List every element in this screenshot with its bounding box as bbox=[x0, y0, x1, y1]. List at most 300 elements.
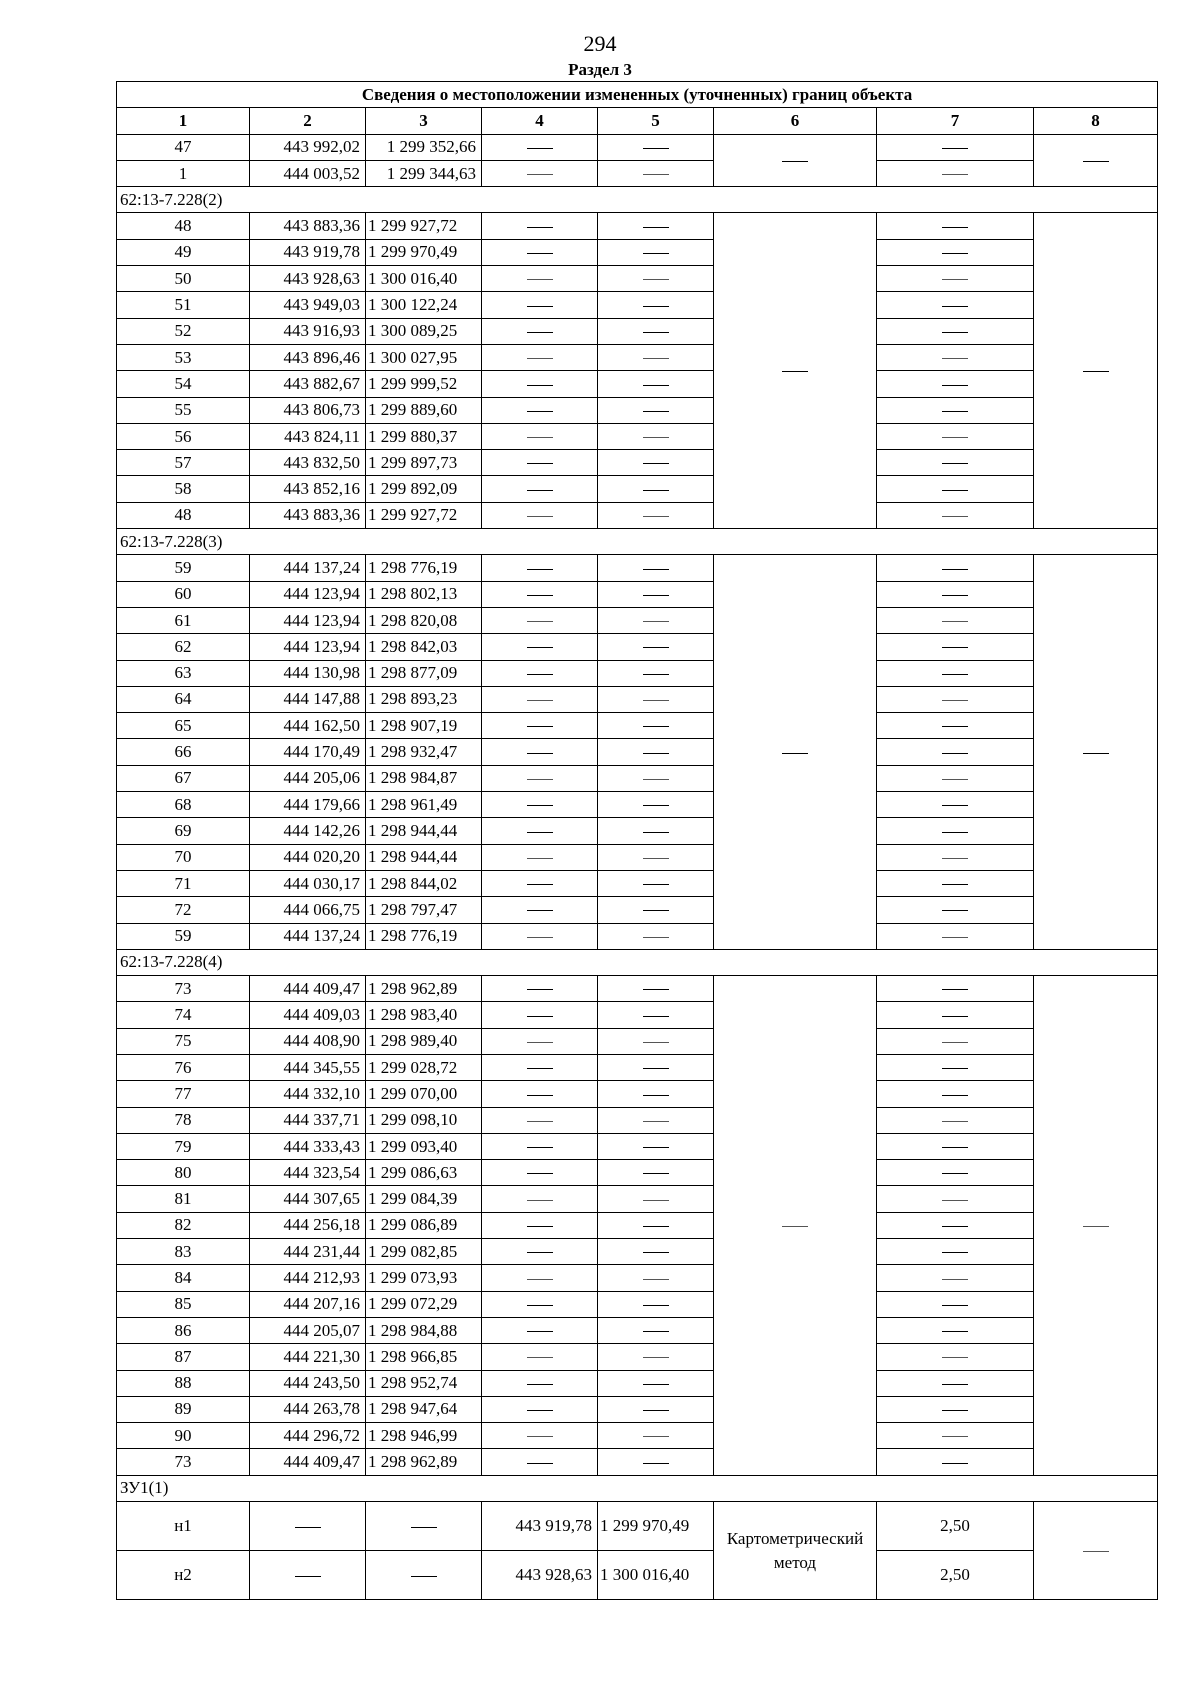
coord-x: 444 337,71 bbox=[250, 1107, 366, 1133]
dash-mark bbox=[527, 227, 553, 228]
coord-y: 1 299 999,52 bbox=[366, 371, 482, 397]
coord-y: 1 298 966,85 bbox=[366, 1344, 482, 1370]
dash-mark bbox=[942, 1436, 968, 1437]
table-row bbox=[117, 1002, 1158, 1028]
dash-mark bbox=[527, 1436, 553, 1437]
coord-x: 444 263,78 bbox=[250, 1396, 366, 1422]
dash-mark bbox=[527, 1331, 553, 1332]
dash-mark bbox=[527, 306, 553, 307]
point-number: 58 bbox=[117, 476, 250, 502]
dash-mark bbox=[643, 910, 669, 911]
dash-mark bbox=[1083, 1226, 1109, 1227]
point-number: 60 bbox=[117, 581, 250, 607]
coord-x: 443 992,02 bbox=[250, 134, 366, 160]
coord-x: 444 408,90 bbox=[250, 1028, 366, 1054]
dash-mark bbox=[942, 1279, 968, 1280]
coord-x: 444 003,52 bbox=[250, 160, 366, 186]
coord-x: 444 207,16 bbox=[250, 1291, 366, 1317]
point-number: 83 bbox=[117, 1239, 250, 1265]
dash-mark bbox=[527, 1147, 553, 1148]
coord-x: 444 296,72 bbox=[250, 1423, 366, 1449]
point-number: 68 bbox=[117, 792, 250, 818]
coord-x: 444 323,54 bbox=[250, 1160, 366, 1186]
table-row bbox=[117, 607, 1158, 633]
coord-y: 1 299 073,93 bbox=[366, 1265, 482, 1291]
table-row bbox=[117, 1160, 1158, 1186]
dash-mark bbox=[295, 1576, 321, 1577]
dash-mark bbox=[527, 700, 553, 701]
accuracy-value: 2,50 bbox=[877, 1551, 1034, 1600]
dash-mark bbox=[782, 753, 808, 754]
dash-mark bbox=[942, 832, 968, 833]
dash-mark bbox=[942, 910, 968, 911]
coord-x: 444 123,94 bbox=[250, 634, 366, 660]
dash-mark bbox=[643, 1042, 669, 1043]
point-number: 54 bbox=[117, 371, 250, 397]
point-number: 73 bbox=[117, 1449, 250, 1475]
point-number: 1 bbox=[117, 160, 250, 186]
point-number: 69 bbox=[117, 818, 250, 844]
point-number: 72 bbox=[117, 897, 250, 923]
dash-mark bbox=[527, 858, 553, 859]
dash-mark bbox=[643, 358, 669, 359]
point-number: 86 bbox=[117, 1317, 250, 1343]
coord-x: 443 916,93 bbox=[250, 318, 366, 344]
point-number: н2 bbox=[117, 1551, 250, 1600]
dash-mark bbox=[942, 174, 968, 175]
coord-y: 1 298 944,44 bbox=[366, 844, 482, 870]
dash-mark bbox=[527, 674, 553, 675]
point-number: 80 bbox=[117, 1160, 250, 1186]
dash-mark bbox=[527, 1173, 553, 1174]
table-row bbox=[117, 1054, 1158, 1080]
coord-y: 1 299 086,89 bbox=[366, 1212, 482, 1238]
dash-mark bbox=[643, 989, 669, 990]
coord-y: 1 298 962,89 bbox=[366, 976, 482, 1002]
point-number: 65 bbox=[117, 713, 250, 739]
dash-mark bbox=[527, 937, 553, 938]
point-number: 48 bbox=[117, 213, 250, 239]
coord-y: 1 298 907,19 bbox=[366, 713, 482, 739]
dash-mark bbox=[942, 884, 968, 885]
coord-y: 1 299 082,85 bbox=[366, 1239, 482, 1265]
dash-mark bbox=[643, 306, 669, 307]
group-title: 62:13-7.228(4) bbox=[117, 949, 1158, 975]
coord-x: 443 824,11 bbox=[250, 423, 366, 449]
dash-mark bbox=[942, 753, 968, 754]
dash-mark bbox=[643, 1121, 669, 1122]
dash-mark bbox=[527, 726, 553, 727]
coord-y: 1 298 932,47 bbox=[366, 739, 482, 765]
section-title: Раздел 3 bbox=[568, 60, 632, 79]
coord-y: 1 299 897,73 bbox=[366, 450, 482, 476]
coord-y: 1 299 352,66 bbox=[366, 134, 482, 160]
point-number: 88 bbox=[117, 1370, 250, 1396]
dash-mark bbox=[942, 1331, 968, 1332]
dash-mark bbox=[643, 884, 669, 885]
point-number: 56 bbox=[117, 423, 250, 449]
dash-mark bbox=[527, 1200, 553, 1201]
dash-mark bbox=[527, 910, 553, 911]
method-label: Картометрический метод bbox=[714, 1502, 877, 1600]
dash-mark bbox=[942, 674, 968, 675]
dash-mark bbox=[527, 490, 553, 491]
table-row bbox=[117, 844, 1158, 870]
dash-mark bbox=[527, 1016, 553, 1017]
coord-y: 1 298 893,23 bbox=[366, 686, 482, 712]
coord-y: 1 298 776,19 bbox=[366, 555, 482, 581]
dash-mark bbox=[942, 1042, 968, 1043]
dash-mark bbox=[527, 1226, 553, 1227]
dash-mark bbox=[643, 148, 669, 149]
point-number: 52 bbox=[117, 318, 250, 344]
dash-mark bbox=[942, 516, 968, 517]
coord-x: 444 409,47 bbox=[250, 1449, 366, 1475]
dash-mark bbox=[643, 674, 669, 675]
column-header: 8 bbox=[1034, 108, 1158, 134]
coord-x: 444 179,66 bbox=[250, 792, 366, 818]
dash-mark bbox=[942, 1305, 968, 1306]
point-number: 47 bbox=[117, 134, 250, 160]
coord-x: 444 142,26 bbox=[250, 818, 366, 844]
dash-mark bbox=[643, 174, 669, 175]
dash-mark bbox=[942, 805, 968, 806]
dash-mark bbox=[643, 411, 669, 412]
table-row bbox=[117, 1291, 1158, 1317]
table-row bbox=[117, 1239, 1158, 1265]
column-header: 1 bbox=[117, 108, 250, 134]
column-header: 2 bbox=[250, 108, 366, 134]
coord-y: 1 298 842,03 bbox=[366, 634, 482, 660]
coord-y: 1 300 016,40 bbox=[598, 1551, 714, 1600]
dash-mark bbox=[527, 779, 553, 780]
dash-mark bbox=[643, 1357, 669, 1358]
dash-mark bbox=[527, 1357, 553, 1358]
dash-mark bbox=[527, 1463, 553, 1464]
coord-x: 444 147,88 bbox=[250, 686, 366, 712]
dash-mark bbox=[1083, 161, 1109, 162]
dash-mark bbox=[295, 1527, 321, 1528]
point-number: 84 bbox=[117, 1265, 250, 1291]
table-row bbox=[117, 160, 1158, 186]
table-row bbox=[117, 1133, 1158, 1159]
dash-mark bbox=[643, 227, 669, 228]
dash-mark bbox=[527, 884, 553, 885]
group-title: 62:13-7.228(3) bbox=[117, 529, 1158, 555]
coord-x: 444 333,43 bbox=[250, 1133, 366, 1159]
dash-mark bbox=[643, 858, 669, 859]
accuracy-value: 2,50 bbox=[877, 1502, 1034, 1551]
coord-x: 444 030,17 bbox=[250, 870, 366, 896]
dash-mark bbox=[942, 700, 968, 701]
dash-mark bbox=[643, 1384, 669, 1385]
dash-mark bbox=[643, 516, 669, 517]
coord-x: 444 345,55 bbox=[250, 1054, 366, 1080]
table-row bbox=[117, 318, 1158, 344]
dash-mark bbox=[643, 490, 669, 491]
table-row bbox=[117, 660, 1158, 686]
point-number: 49 bbox=[117, 239, 250, 265]
dash-mark bbox=[527, 805, 553, 806]
dash-mark bbox=[782, 371, 808, 372]
dash-mark bbox=[643, 1436, 669, 1437]
point-number: 77 bbox=[117, 1081, 250, 1107]
point-number: 57 bbox=[117, 450, 250, 476]
point-number: 51 bbox=[117, 292, 250, 318]
table-row bbox=[117, 1212, 1158, 1238]
dash-mark bbox=[942, 463, 968, 464]
point-number: 50 bbox=[117, 266, 250, 292]
dash-mark bbox=[643, 463, 669, 464]
point-number: 73 bbox=[117, 976, 250, 1002]
column-header: 4 bbox=[482, 108, 598, 134]
table-row bbox=[117, 713, 1158, 739]
coord-x: 443 806,73 bbox=[250, 397, 366, 423]
coord-y: 1 299 927,72 bbox=[366, 502, 482, 528]
dash-mark bbox=[527, 569, 553, 570]
coord-y: 1 298 989,40 bbox=[366, 1028, 482, 1054]
coord-x: 444 137,24 bbox=[250, 555, 366, 581]
coord-y: 1 298 776,19 bbox=[366, 923, 482, 949]
dash-mark bbox=[643, 1173, 669, 1174]
point-number: 63 bbox=[117, 660, 250, 686]
dash-mark bbox=[527, 1068, 553, 1069]
coordinates-table bbox=[116, 81, 1158, 1600]
point-number: 55 bbox=[117, 397, 250, 423]
point-number: 71 bbox=[117, 870, 250, 896]
coord-x: 443 896,46 bbox=[250, 344, 366, 370]
point-number: 61 bbox=[117, 607, 250, 633]
dash-mark bbox=[643, 832, 669, 833]
dash-mark bbox=[527, 463, 553, 464]
coord-y: 1 299 072,29 bbox=[366, 1291, 482, 1317]
dash-mark bbox=[643, 1305, 669, 1306]
dash-mark bbox=[942, 279, 968, 280]
dash-mark bbox=[942, 1463, 968, 1464]
dash-mark bbox=[942, 937, 968, 938]
point-number: 76 bbox=[117, 1054, 250, 1080]
dash-mark bbox=[643, 1095, 669, 1096]
coord-x: 444 205,07 bbox=[250, 1317, 366, 1343]
table-row bbox=[117, 476, 1158, 502]
coord-x: 444 332,10 bbox=[250, 1081, 366, 1107]
table-row bbox=[117, 292, 1158, 318]
dash-mark bbox=[782, 1226, 808, 1227]
coord-y: 1 298 984,87 bbox=[366, 765, 482, 791]
table-row bbox=[117, 923, 1158, 949]
table-row bbox=[117, 213, 1158, 239]
coord-y: 1 300 027,95 bbox=[366, 344, 482, 370]
table-row bbox=[117, 371, 1158, 397]
coord-x: 443 919,78 bbox=[482, 1502, 598, 1551]
point-number: 64 bbox=[117, 686, 250, 712]
dash-mark bbox=[527, 1384, 553, 1385]
coord-y: 1 299 892,09 bbox=[366, 476, 482, 502]
dash-mark bbox=[643, 332, 669, 333]
dash-mark bbox=[643, 1279, 669, 1280]
dash-mark bbox=[643, 1463, 669, 1464]
dash-mark bbox=[942, 1173, 968, 1174]
dash-mark bbox=[643, 1147, 669, 1148]
page-number: 294 bbox=[583, 31, 617, 56]
coord-y: 1 299 028,72 bbox=[366, 1054, 482, 1080]
table-row bbox=[117, 897, 1158, 923]
dash-mark bbox=[643, 726, 669, 727]
coord-y: 1 300 016,40 bbox=[366, 266, 482, 292]
point-number: 59 bbox=[117, 555, 250, 581]
point-number: 59 bbox=[117, 923, 250, 949]
dash-mark bbox=[527, 753, 553, 754]
dash-mark bbox=[527, 174, 553, 175]
table-row bbox=[117, 1344, 1158, 1370]
coord-y: 1 299 070,00 bbox=[366, 1081, 482, 1107]
table-row bbox=[117, 739, 1158, 765]
column-header: 3 bbox=[366, 108, 482, 134]
dash-mark bbox=[643, 1200, 669, 1201]
dash-mark bbox=[1083, 1551, 1109, 1552]
dash-mark bbox=[643, 279, 669, 280]
dash-mark bbox=[527, 411, 553, 412]
dash-mark bbox=[527, 1042, 553, 1043]
coord-y: 1 298 844,02 bbox=[366, 870, 482, 896]
point-number: 62 bbox=[117, 634, 250, 660]
table-row bbox=[117, 818, 1158, 844]
table-row bbox=[117, 344, 1158, 370]
table-row bbox=[117, 423, 1158, 449]
point-number: 90 bbox=[117, 1423, 250, 1449]
dash-mark bbox=[527, 1095, 553, 1096]
coord-y: 1 298 947,64 bbox=[366, 1396, 482, 1422]
coord-x: 443 949,03 bbox=[250, 292, 366, 318]
group-header-row bbox=[117, 1475, 1158, 1501]
table-row bbox=[117, 1317, 1158, 1343]
group-header-row bbox=[117, 187, 1158, 213]
dash-mark bbox=[643, 437, 669, 438]
dash-mark bbox=[527, 1252, 553, 1253]
column-header: 7 bbox=[877, 108, 1034, 134]
dash-mark bbox=[942, 253, 968, 254]
coord-x: 444 221,30 bbox=[250, 1344, 366, 1370]
coord-y: 1 298 984,88 bbox=[366, 1317, 482, 1343]
dash-mark bbox=[1083, 371, 1109, 372]
coord-x: 443 928,63 bbox=[250, 266, 366, 292]
coord-y: 1 298 952,74 bbox=[366, 1370, 482, 1396]
dash-mark bbox=[942, 726, 968, 727]
dash-mark bbox=[527, 385, 553, 386]
dash-mark bbox=[942, 569, 968, 570]
dash-mark bbox=[527, 1410, 553, 1411]
table-row bbox=[117, 1107, 1158, 1133]
coord-x: 444 256,18 bbox=[250, 1212, 366, 1238]
coord-x: 443 882,67 bbox=[250, 371, 366, 397]
dash-mark bbox=[527, 437, 553, 438]
coord-x: 443 832,50 bbox=[250, 450, 366, 476]
dash-mark bbox=[643, 753, 669, 754]
coord-y: 1 299 970,49 bbox=[366, 239, 482, 265]
point-number: 70 bbox=[117, 844, 250, 870]
dash-mark bbox=[411, 1527, 437, 1528]
dash-mark bbox=[527, 358, 553, 359]
dash-mark bbox=[942, 1226, 968, 1227]
group-header-row bbox=[117, 529, 1158, 555]
dash-mark bbox=[942, 621, 968, 622]
dash-mark bbox=[527, 832, 553, 833]
point-number: 66 bbox=[117, 739, 250, 765]
coord-y: 1 298 962,89 bbox=[366, 1449, 482, 1475]
dash-mark bbox=[942, 595, 968, 596]
coord-x: 444 123,94 bbox=[250, 581, 366, 607]
table-row bbox=[117, 266, 1158, 292]
dash-mark bbox=[527, 1305, 553, 1306]
table-row bbox=[117, 976, 1158, 1002]
coord-y: 1 298 797,47 bbox=[366, 897, 482, 923]
coord-y: 1 298 983,40 bbox=[366, 1002, 482, 1028]
table-row bbox=[117, 870, 1158, 896]
coord-x: 443 883,36 bbox=[250, 502, 366, 528]
coord-x: 443 928,63 bbox=[482, 1551, 598, 1600]
column-header: 6 bbox=[714, 108, 877, 134]
dash-mark bbox=[643, 805, 669, 806]
point-number: 87 bbox=[117, 1344, 250, 1370]
dash-mark bbox=[643, 1226, 669, 1227]
coord-x: 444 231,44 bbox=[250, 1239, 366, 1265]
table-row bbox=[117, 1186, 1158, 1212]
dash-mark bbox=[942, 358, 968, 359]
coord-y: 1 298 820,08 bbox=[366, 607, 482, 633]
point-number: н1 bbox=[117, 1502, 250, 1551]
dash-mark bbox=[942, 385, 968, 386]
dash-mark bbox=[942, 148, 968, 149]
dash-mark bbox=[527, 989, 553, 990]
dash-mark bbox=[527, 148, 553, 149]
dash-mark bbox=[942, 1252, 968, 1253]
dash-mark bbox=[527, 516, 553, 517]
table-row bbox=[117, 397, 1158, 423]
dash-mark bbox=[527, 253, 553, 254]
column-header: 5 bbox=[598, 108, 714, 134]
dash-mark bbox=[527, 1121, 553, 1122]
dash-mark bbox=[527, 332, 553, 333]
dash-mark bbox=[643, 779, 669, 780]
dash-mark bbox=[942, 1121, 968, 1122]
coord-x: 444 170,49 bbox=[250, 739, 366, 765]
dash-mark bbox=[942, 989, 968, 990]
dash-mark bbox=[643, 1410, 669, 1411]
coord-x: 443 883,36 bbox=[250, 213, 366, 239]
point-number: 89 bbox=[117, 1396, 250, 1422]
coord-x: 444 205,06 bbox=[250, 765, 366, 791]
table-row bbox=[117, 1449, 1158, 1475]
point-number: 75 bbox=[117, 1028, 250, 1054]
point-number: 53 bbox=[117, 344, 250, 370]
coord-y: 1 299 927,72 bbox=[366, 213, 482, 239]
dash-mark bbox=[643, 700, 669, 701]
table-row bbox=[117, 634, 1158, 660]
point-number: 81 bbox=[117, 1186, 250, 1212]
coord-x: 443 852,16 bbox=[250, 476, 366, 502]
coord-x: 444 137,24 bbox=[250, 923, 366, 949]
dash-mark bbox=[942, 490, 968, 491]
dash-mark bbox=[411, 1576, 437, 1577]
dash-mark bbox=[643, 253, 669, 254]
dash-mark bbox=[942, 1357, 968, 1358]
point-number: 67 bbox=[117, 765, 250, 791]
dash-mark bbox=[643, 385, 669, 386]
coord-y: 1 299 093,40 bbox=[366, 1133, 482, 1159]
point-number: 78 bbox=[117, 1107, 250, 1133]
dash-mark bbox=[1083, 753, 1109, 754]
table-row bbox=[117, 555, 1158, 581]
